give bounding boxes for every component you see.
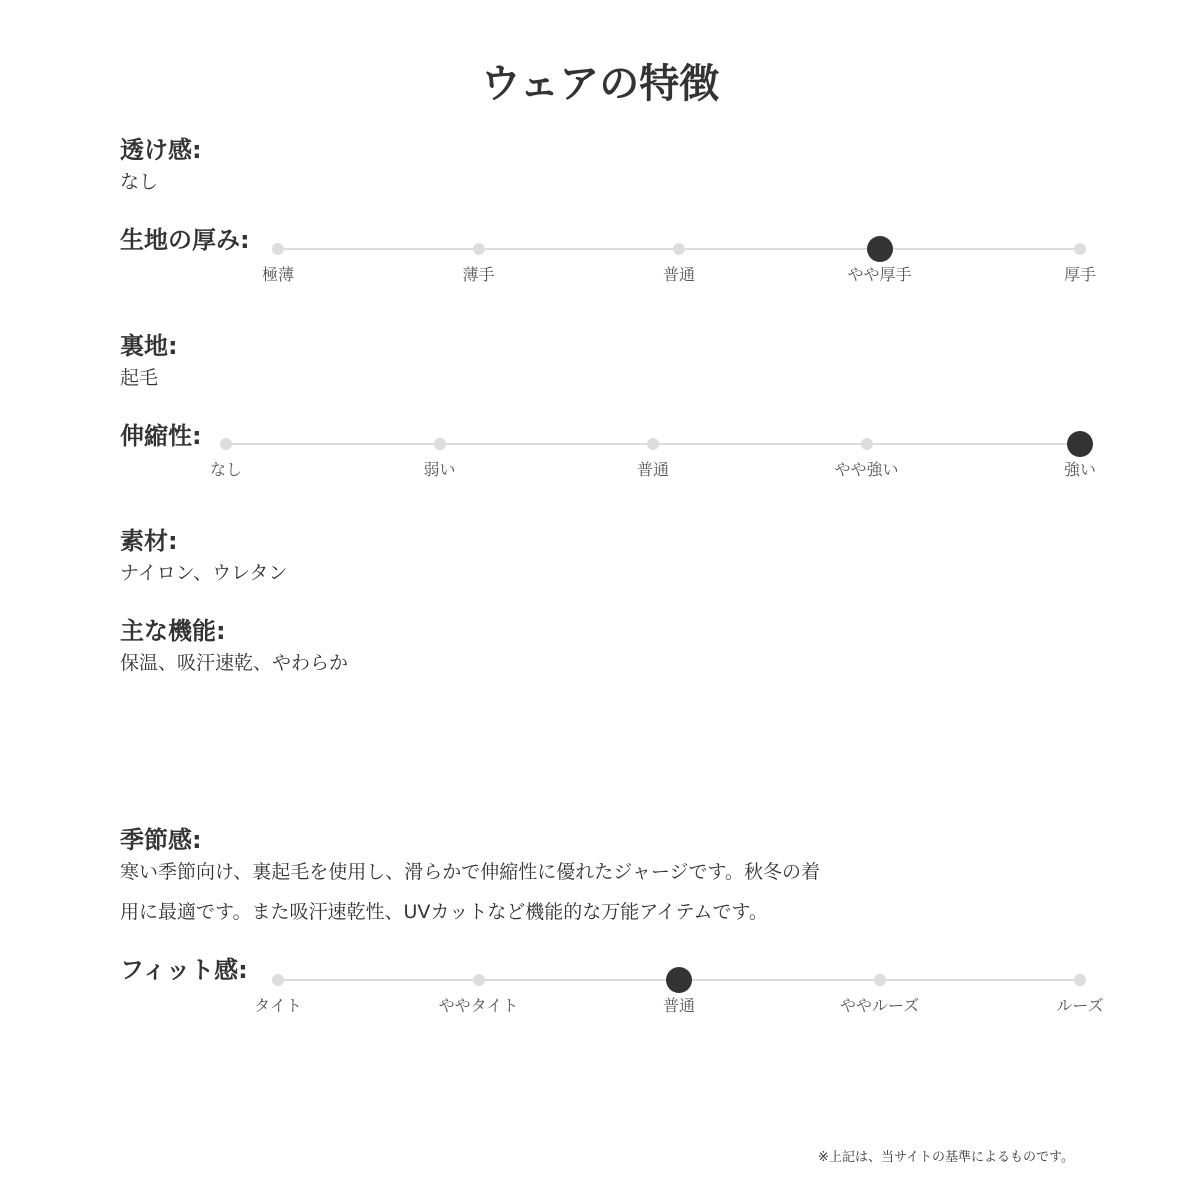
stretch-selected-marker — [1067, 431, 1093, 457]
thickness-scale-point — [673, 243, 685, 255]
features-value: 保温、吸汗速乾、やわらか — [120, 652, 349, 674]
stretch-scale-point — [220, 438, 232, 450]
thickness-tick-label: 普通 — [662, 265, 695, 284]
thickness-scale-point — [473, 243, 485, 255]
fit-tick-label: ルーズ — [1056, 996, 1104, 1015]
fit-tick-label: ややルーズ — [839, 996, 920, 1015]
season-label: 季節感: — [120, 826, 202, 854]
footnote: ※上記は、当サイトの基準によるものです。 — [818, 1150, 1074, 1165]
lining-value: 起毛 — [120, 367, 159, 389]
fit-scale-point — [1074, 974, 1086, 986]
thickness-tick-label: 厚手 — [1063, 265, 1096, 284]
material-value: ナイロン、ウレタン — [120, 562, 288, 584]
thickness-tick-label: 薄手 — [462, 265, 495, 284]
stretch-scale-point — [434, 438, 446, 450]
features-label: 主な機能: — [120, 617, 226, 645]
transparency-value: なし — [120, 171, 159, 193]
fit-scale — [0, 979, 1200, 1039]
thickness-selected-marker — [867, 236, 893, 262]
fit-label: フィット感: — [120, 956, 248, 984]
thickness-tick-label: やや厚手 — [847, 265, 912, 284]
season-description — [120, 852, 880, 932]
stretch-tick-label: 弱い — [423, 460, 456, 479]
fit-scale-point — [473, 974, 485, 986]
lining-label: 裏地: — [120, 332, 178, 360]
material-label: 素材: — [120, 527, 178, 555]
stretch-tick-label: なし — [209, 460, 242, 479]
season-description-line-1: 寒い季節向け、裏起毛を使用し、滑らかで伸縮性に優れたジャージです。秋冬の着 — [120, 861, 820, 883]
fit-tick-label: 普通 — [662, 996, 695, 1015]
thickness-tick-label: 極薄 — [261, 265, 294, 284]
fit-scale-point — [272, 974, 284, 986]
season-description-line-2: 用に最適です。また吸汗速乾性、UVカットなど機能的な万能アイテムです。 — [120, 901, 769, 923]
stretch-scale-point — [861, 438, 873, 450]
fit-selected-marker — [666, 967, 692, 993]
thickness-scale-point — [272, 243, 284, 255]
thickness-label: 生地の厚み: — [120, 226, 250, 254]
stretch-tick-label: 普通 — [636, 460, 669, 479]
thickness-scale — [0, 248, 1200, 308]
stretch-tick-label: やや強い — [834, 460, 899, 479]
stretch-tick-label: 強い — [1063, 460, 1096, 479]
stretch-scale — [0, 443, 1200, 503]
thickness-scale-point — [1074, 243, 1086, 255]
stretch-label: 伸縮性: — [120, 422, 202, 450]
transparency-label: 透け感: — [120, 136, 202, 164]
fit-scale-point — [874, 974, 886, 986]
page-title: ウェアの特徴 — [480, 61, 720, 107]
fit-tick-label: タイト — [254, 996, 302, 1015]
stretch-scale-point — [647, 438, 659, 450]
fit-tick-label: ややタイト — [438, 996, 519, 1015]
